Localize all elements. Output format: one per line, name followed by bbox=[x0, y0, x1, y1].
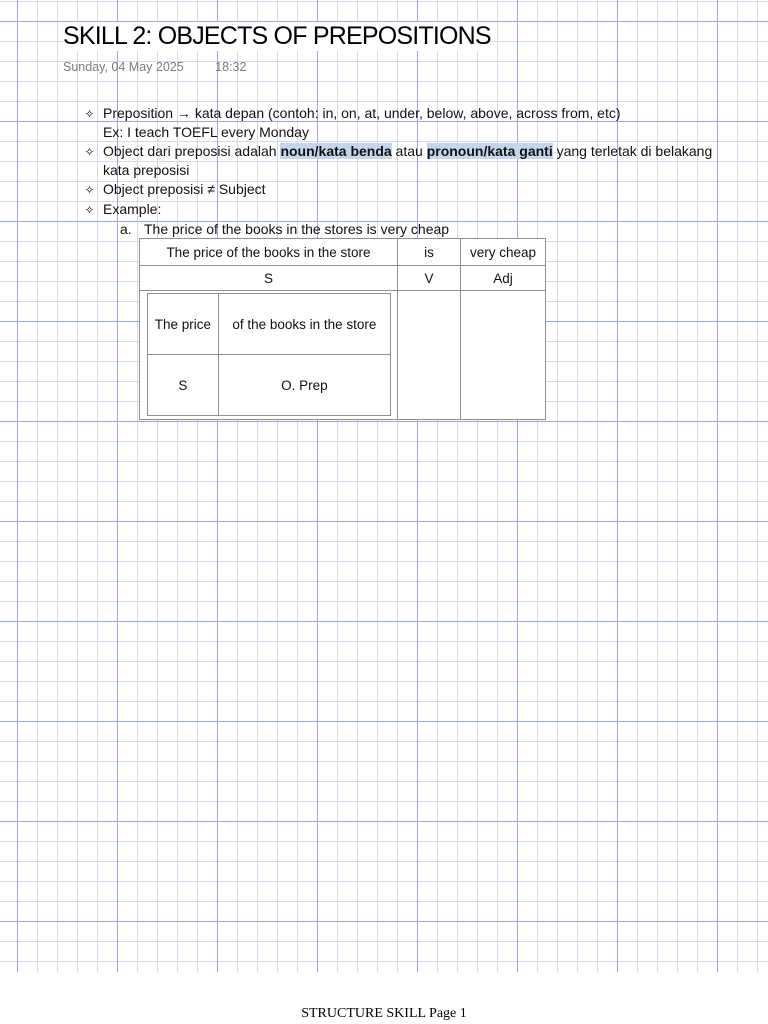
bullet-text: Preposition → kata depan (contoh: in, on, at, under, below, above, across from, etc) bbox=[103, 105, 621, 121]
four-pointed-star-icon: ✧ bbox=[84, 203, 95, 217]
bullet-text: Object preposisi ≠ Subject bbox=[103, 181, 266, 197]
four-pointed-star-icon: ✧ bbox=[84, 107, 95, 121]
page-title: SKILL 2: OBJECTS OF PREPOSITIONS bbox=[63, 22, 491, 50]
text-segment: yang terletak di belakang kata preposisi bbox=[103, 143, 713, 178]
page-time: 18:32 bbox=[215, 60, 247, 74]
page-footer: STRUCTURE SKILL Page 1 bbox=[301, 1006, 467, 1021]
table-cell: The price bbox=[148, 294, 219, 355]
list-item bbox=[76, 200, 716, 220]
table-cell: O. Prep bbox=[218, 355, 390, 416]
list-item bbox=[76, 142, 716, 180]
table-cell: V bbox=[398, 266, 461, 291]
page-date: Sunday, 04 May 2025 bbox=[63, 60, 184, 74]
list-item bbox=[76, 180, 716, 200]
sentence-analysis-table bbox=[139, 238, 546, 420]
table-cell bbox=[398, 291, 461, 420]
list-item bbox=[76, 104, 716, 142]
table-cell bbox=[461, 291, 546, 420]
table-cell: is bbox=[398, 239, 461, 266]
table-cell: S bbox=[140, 266, 398, 291]
example-item bbox=[120, 220, 716, 239]
bullet-text: Example: bbox=[103, 201, 162, 217]
table-cell: The price of the books in the store bbox=[140, 239, 398, 266]
four-pointed-star-icon: ✧ bbox=[84, 183, 95, 197]
highlight-pronoun: pronoun/kata ganti bbox=[426, 143, 553, 159]
nested-table bbox=[147, 293, 391, 416]
table-cell: of the books in the store bbox=[218, 294, 390, 355]
bullet-list bbox=[76, 104, 716, 239]
table-cell: very cheap bbox=[461, 239, 546, 266]
table-row bbox=[148, 294, 391, 355]
table-row bbox=[140, 291, 546, 420]
bullet-text bbox=[103, 142, 716, 180]
table-row bbox=[140, 239, 546, 266]
table-row bbox=[140, 266, 546, 291]
example-letter: a. bbox=[120, 221, 132, 237]
bullet-example: Ex: I teach TOEFL every Monday bbox=[103, 124, 309, 140]
table-cell: Adj bbox=[461, 266, 546, 291]
text-segment: Object dari preposisi adalah bbox=[103, 143, 281, 159]
table-row bbox=[148, 355, 391, 416]
four-pointed-star-icon: ✧ bbox=[84, 145, 95, 159]
date-time-row bbox=[63, 60, 246, 74]
text-segment: atau bbox=[391, 143, 427, 159]
table-cell bbox=[140, 291, 398, 420]
example-sentence: The price of the books in the stores is very cheap bbox=[144, 221, 450, 237]
table-cell: S bbox=[148, 355, 219, 416]
highlight-noun: noun/kata benda bbox=[280, 143, 392, 159]
